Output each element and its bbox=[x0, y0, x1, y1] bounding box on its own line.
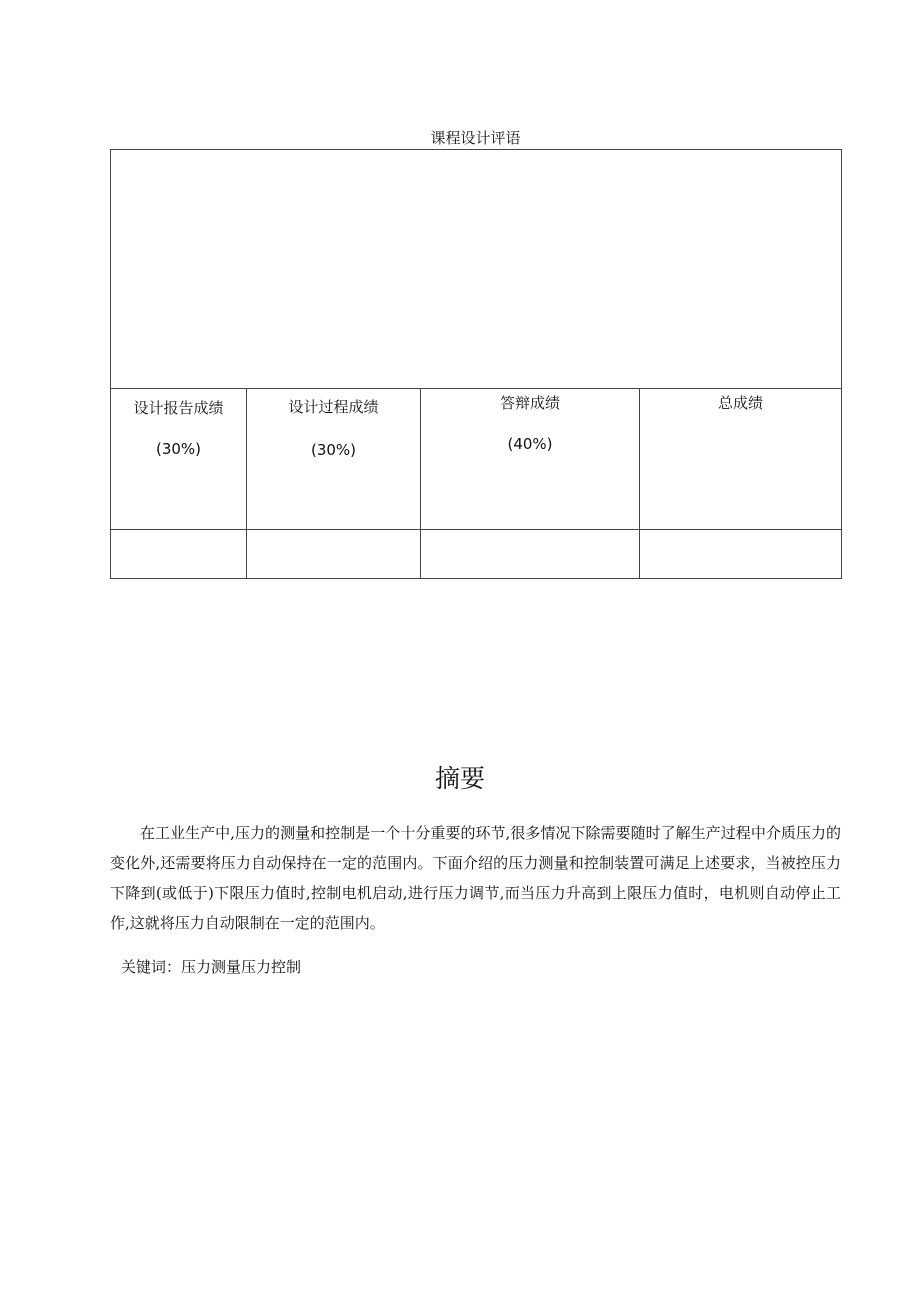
report-grade-label: 设计报告成绩 bbox=[133, 399, 224, 417]
defense-grade-score bbox=[421, 530, 640, 579]
keywords: 关键词：压力测量压力控制 bbox=[121, 958, 302, 976]
abstract-body: 在工业生产中,压力的测量和控制是一个十分重要的环节,很多情况下除需要随时了解生产过程中介质压力的变化外,还需要将压力自动保持在一定的范围内。下面介绍的压力测量和控制装置可满足上述要求，当被控压力下降到(或低于)下限压力值时,控制电机启动,进行压力调节,而当压力升高到上限压力值时，电机则自动停止工作,这就将压力自动限制在一定的范围内。 bbox=[110, 824, 841, 932]
defense-grade-header bbox=[421, 389, 640, 530]
process-grade-weight: (30%) bbox=[310, 441, 357, 459]
course-comment-title: 课程设计评语 bbox=[430, 129, 521, 147]
defense-grade-label: 答辩成绩 bbox=[499, 394, 560, 412]
total-grade-score bbox=[640, 530, 842, 579]
comment-box bbox=[111, 150, 842, 389]
defense-grade-weight: (40%) bbox=[507, 435, 553, 453]
report-grade-score bbox=[111, 530, 247, 579]
process-grade-score bbox=[247, 530, 421, 579]
abstract-title: 摘要 bbox=[434, 764, 485, 793]
process-grade-header bbox=[247, 389, 421, 530]
total-grade-header bbox=[640, 389, 842, 530]
grade-table bbox=[110, 149, 842, 579]
report-grade-header bbox=[111, 389, 247, 530]
total-grade-label: 总成绩 bbox=[717, 394, 763, 412]
report-grade-weight: (30%) bbox=[155, 440, 202, 458]
process-grade-label: 设计过程成绩 bbox=[288, 398, 379, 416]
